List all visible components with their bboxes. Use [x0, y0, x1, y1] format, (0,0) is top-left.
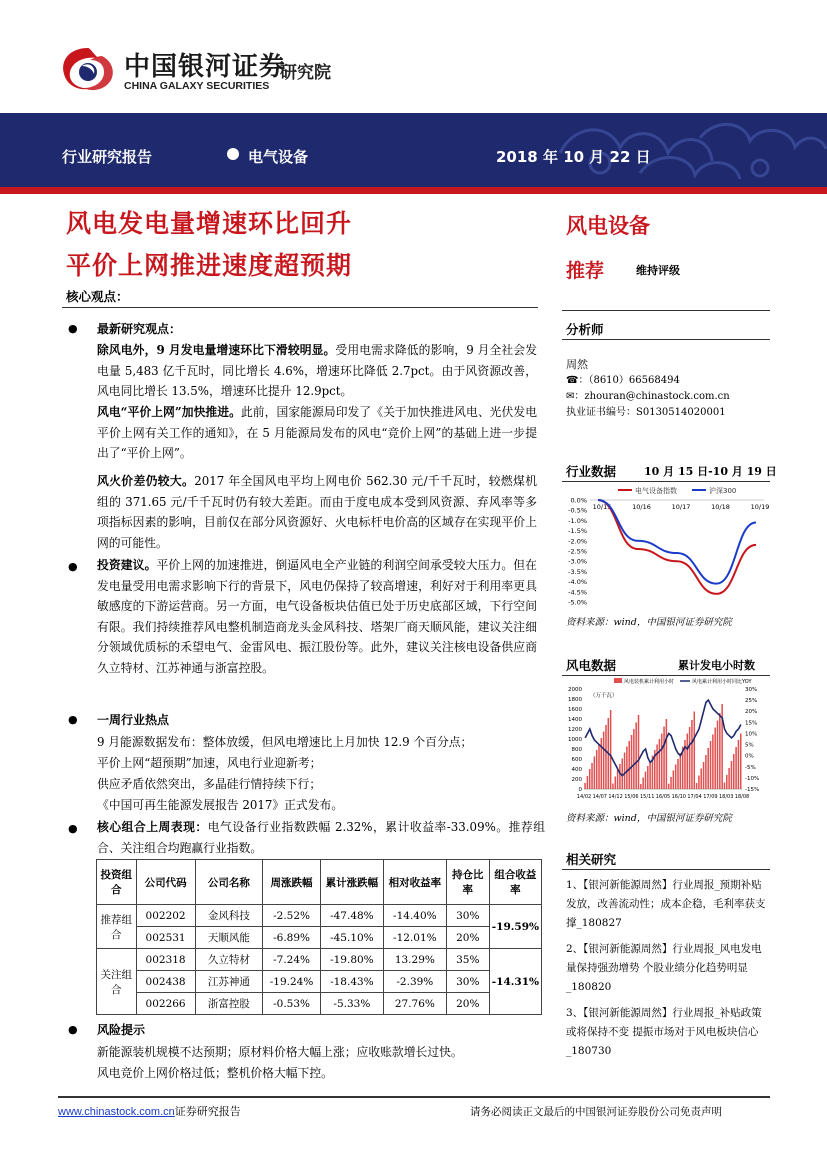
bar — [649, 761, 651, 789]
logo-chinese-name: 中国银河证券 — [124, 52, 287, 82]
bar — [615, 777, 617, 790]
legend-label: 沪深300 — [709, 487, 737, 495]
table-row — [97, 971, 542, 993]
divider — [562, 339, 770, 340]
table-header: 公司名称 — [195, 860, 263, 905]
table-cell: -12.01% — [383, 927, 446, 949]
x-tick-label: 16/10 — [671, 794, 687, 800]
bar — [717, 721, 719, 790]
bar — [691, 720, 693, 789]
table-cell: 浙富控股 — [195, 993, 263, 1015]
group-return: -14.31% — [489, 949, 541, 1015]
y-tick-label: 600 — [571, 757, 582, 763]
y-tick-label: 1000 — [568, 737, 582, 743]
bar — [724, 783, 726, 790]
analyst-header: 分析师 — [566, 322, 604, 337]
bar — [645, 772, 647, 790]
x-tick-label: 14/07 — [592, 794, 608, 800]
wind-data-label: 风电数据 — [566, 658, 617, 673]
footer-left-text: 证券研究报告 — [174, 1105, 241, 1118]
series-line — [598, 500, 756, 594]
report-type: 行业研究报告 — [62, 148, 153, 166]
bar — [605, 725, 607, 789]
table-cell: 20% — [446, 927, 489, 949]
legend-label: 风电装机累计利用小时 — [624, 679, 675, 685]
paragraph-portfolio — [97, 817, 545, 858]
bar — [689, 727, 691, 789]
bar — [698, 776, 700, 790]
table-header: 累计涨跌幅 — [320, 860, 383, 905]
x-tick-label: 10/18 — [711, 503, 730, 511]
y-tick-label: 1800 — [568, 697, 582, 703]
bar — [738, 740, 740, 789]
analyst-name: 周然 — [566, 358, 588, 371]
bar — [733, 754, 735, 789]
y2-tick-label: -15% — [745, 787, 760, 793]
related-item-text: 2、【银河新能源周然】行业周报_风电发电量保持强劲增势 个股业绩分化趋势明显_180820 — [566, 943, 762, 993]
paragraph-text: 2017 年全国风电平均上网电价 562.30 元/千千瓦时，较燃煤机组的 371.65 元/千千瓦时仍有较大差距。而由于度电成本受到风资源、弃风率等多项指标因素的影响，目前仅在部分风资源好、火电标杆电价高的区域存在实现平价上网的可能性。 — [97, 474, 537, 550]
bar — [642, 778, 644, 790]
bar — [603, 732, 605, 790]
portfolio-table — [96, 859, 542, 1015]
table-cell: -5.33% — [320, 993, 383, 1015]
bar — [624, 753, 626, 790]
bar — [628, 741, 630, 789]
table-cell: -0.53% — [263, 993, 321, 1015]
table-cell: -45.10% — [320, 927, 383, 949]
paragraph-investment — [97, 555, 537, 678]
paragraph-text: 平价上网的加速推进，倒逼风电全产业链的利润空间承受较大压力。但在发电量受用电需求影响下行的背景下，风电仍保持了较高增速，利好对于利用率更具敏感度的下游运营商。另一方面，电气设备板块估值已处于历史底部区域，下行空间有限。我们持续推荐风电整机制造商龙头金风科技、塔架厂商天顺风能，建议关注细分领域优质标的禾望电气、金雷风电、振江股份等。此外，建议关注核电设备供应商久立特材、江苏神通与浙富控股。 — [97, 558, 537, 675]
sector-name: 风电设备 — [566, 213, 650, 238]
y-tick-label: -3.5% — [568, 567, 587, 576]
bar — [638, 715, 640, 789]
table-cell: 30% — [446, 971, 489, 993]
bar — [619, 764, 621, 789]
paragraph-generation — [97, 340, 537, 402]
bar — [696, 783, 698, 789]
x-tick-label: 18/03 — [718, 794, 734, 800]
y2-tick-label: 25% — [745, 698, 758, 705]
bar — [680, 753, 682, 789]
y2-tick-label: -5% — [745, 764, 756, 771]
table-cell: -2.52% — [263, 905, 321, 927]
analyst-license: 执业证书编号：S0130514020001 — [566, 407, 726, 418]
index-line-chart — [564, 484, 770, 608]
related-item[interactable] — [566, 876, 772, 933]
footer-website-link[interactable]: www.chinastock.com.cn — [58, 1106, 175, 1118]
x-tick-label: 14/12 — [608, 794, 623, 800]
paragraph-lead: 风火价差仍较大。 — [97, 474, 195, 488]
paragraph-lead: 投资建议。 — [97, 558, 157, 572]
y-tick-label: 1400 — [568, 717, 582, 723]
bar — [656, 745, 658, 790]
table-cell: 35% — [446, 949, 489, 971]
table-cell: 002438 — [136, 971, 195, 993]
y2-tick-label: 20% — [745, 709, 758, 716]
x-tick-label: 18/08 — [734, 794, 750, 800]
bar — [635, 723, 637, 790]
table-cell: 30% — [446, 905, 489, 927]
paragraph-text: 此前，国家能源局印发了《关于加快推进风电、光伏发电平价上网有关工作的通知》，在 5 月能源局发布的风电“竞价上网”的基础上进一步提出了“平价上网”。 — [97, 405, 537, 460]
x-tick-label: 15/06 — [624, 794, 639, 800]
table-row — [97, 993, 542, 1015]
table-cell: 002266 — [136, 993, 195, 1015]
y-tick-label: 0 — [578, 787, 582, 793]
wind-hours-chart — [562, 677, 772, 803]
table-cell: 久立特材 — [195, 949, 263, 971]
industry-label: 电气设备 — [248, 148, 309, 166]
y-tick-label: 200 — [571, 777, 582, 783]
table-cell: -19.24% — [263, 971, 321, 993]
report-date: 2018 年 10 月 22 日 — [496, 148, 651, 166]
bar — [694, 712, 696, 790]
table-header: 周涨跌幅 — [263, 860, 321, 905]
bar — [668, 784, 670, 789]
title-line-2: 平价上网推进速度超预期 — [66, 251, 353, 280]
bar — [677, 759, 679, 789]
group-name: 推荐组合 — [97, 905, 137, 949]
hotspot-line: 平价上网“超预期”加速，风电行业迎新考； — [97, 756, 322, 770]
hotspot-line: 《中国可再生能源发展报告 2017》正式发布。 — [97, 798, 344, 812]
legend-label: 风电累计利用小时同比YOY — [692, 679, 752, 685]
divider — [562, 481, 770, 482]
bullet-icon: ● — [68, 560, 78, 573]
bar — [640, 784, 642, 789]
series-line — [598, 500, 756, 584]
table-row — [97, 927, 542, 949]
bar — [705, 755, 707, 789]
bullet-dot-icon — [227, 148, 239, 160]
bar — [659, 739, 661, 789]
y-tick-label: -2.5% — [568, 547, 587, 556]
x-tick-label: 14/02 — [576, 794, 592, 800]
y-unit-label: （万千瓦） — [590, 693, 618, 699]
company-logo — [58, 44, 118, 96]
y-tick-label: 1200 — [568, 727, 582, 733]
bar — [726, 775, 728, 789]
bullet-icon: ● — [68, 713, 78, 726]
table-cell: 002202 — [136, 905, 195, 927]
bar — [633, 729, 635, 789]
table-cell: -2.39% — [383, 971, 446, 993]
divider — [62, 307, 538, 308]
bar — [617, 770, 619, 789]
bar — [714, 728, 716, 790]
bar — [594, 757, 596, 790]
table-cell: -14.40% — [383, 905, 446, 927]
table-header-row — [97, 860, 542, 905]
bar — [735, 747, 737, 789]
y2-tick-label: 0% — [745, 753, 754, 760]
related-item-text: 3、【银河新能源周然】行业周报_补贴政策或将保持不变 提振市场对于风电板块信心_180730 — [566, 1007, 762, 1057]
industry-data-label: 行业数据 — [566, 464, 617, 479]
table-header: 投资组合 — [97, 860, 137, 905]
bullet-icon: ● — [68, 1023, 78, 1036]
bar — [612, 784, 614, 790]
table-cell: 江苏神通 — [195, 971, 263, 993]
y2-tick-label: 15% — [745, 720, 758, 727]
title-line-1: 风电发电量增速环比回升 — [66, 209, 353, 238]
bar — [584, 783, 586, 789]
bar — [700, 769, 702, 790]
paragraph-parity — [97, 402, 537, 464]
bar — [710, 741, 712, 789]
bar — [728, 768, 730, 789]
y-tick-label: -4.0% — [568, 578, 587, 587]
bar — [647, 766, 649, 789]
analyst-phone: ☎：（8610）66568494 — [566, 375, 680, 386]
table-cell: -19.80% — [320, 949, 383, 971]
bar — [666, 719, 668, 789]
bar — [591, 763, 593, 789]
bar — [740, 734, 742, 790]
x-tick-label: 15/11 — [639, 794, 655, 800]
table-header: 公司代码 — [136, 860, 195, 905]
group-name: 关注组合 — [97, 949, 137, 1015]
bar — [596, 750, 598, 789]
table-header: 组合收益率 — [489, 860, 541, 905]
table-cell: 13.29% — [383, 949, 446, 971]
bar — [626, 747, 628, 790]
y2-tick-label: -10% — [745, 775, 760, 782]
table-header: 持仓比率 — [446, 860, 489, 905]
paragraph-text: 电气设备行业指数跌幅 2.32%，累计收益率-33.09%。推荐组合、关注组合均跑赢行业指数。 — [97, 820, 545, 855]
bar — [712, 735, 714, 790]
table-cell: 27.76% — [383, 993, 446, 1015]
table-cell: -18.43% — [320, 971, 383, 993]
paragraph-price-gap — [97, 471, 537, 553]
related-item-text: 1、【银河新能源周然】行业周报_预期补贴发放，改善流动性；成本企稳，毛利率获支撑_180827 — [566, 879, 766, 929]
logo-institute: 研究院 — [280, 63, 331, 83]
related-item[interactable] — [566, 1004, 772, 1061]
analyst-email: ✉：zhouran@chinastock.com.cn — [566, 391, 730, 402]
bar — [703, 762, 705, 789]
table-cell: 002531 — [136, 927, 195, 949]
bullet-icon: ● — [68, 322, 78, 335]
y-tick-label: -1.5% — [568, 527, 587, 536]
footer-disclaimer: 请务必阅读正文最后的中国银河证券股份公司免责声明 — [470, 1106, 722, 1118]
bar — [610, 710, 612, 789]
bar — [673, 771, 675, 790]
chart1-source: 资料来源：wind，中国银河证券研究院 — [566, 617, 732, 628]
x-tick-label: 10/17 — [671, 503, 691, 511]
y-tick-label: -1.0% — [568, 516, 587, 525]
core-view-label: 核心观点： — [66, 289, 129, 304]
y-tick-label: 800 — [571, 747, 582, 753]
risk-line: 风电竞价上网价格过低；整机价格大幅下控。 — [97, 1066, 333, 1080]
table-cell: 天顺风能 — [195, 927, 263, 949]
logo-english-name: CHINA GALAXY SECURITIES — [124, 80, 270, 92]
bar — [631, 735, 633, 789]
paragraph-lead: 风电“平价上网”加快推进。 — [97, 405, 241, 419]
bullet-icon: ● — [68, 822, 78, 835]
table-row — [97, 949, 542, 971]
x-tick-label: 16/05 — [655, 794, 671, 800]
table-row — [97, 905, 542, 927]
bar — [687, 734, 689, 790]
x-tick-label: 10/16 — [632, 503, 651, 511]
industry-data-period: 10 月 15 日-10 月 19 日 — [644, 465, 777, 478]
chart2-source: 资料来源：wind，中国银河证券研究院 — [566, 813, 732, 824]
x-tick-label: 17/04 — [687, 794, 702, 800]
bar — [663, 727, 665, 790]
table-cell: 002318 — [136, 949, 195, 971]
paragraph-lead: 除风电外，9 月发电量增速环比下滑较明显。 — [97, 343, 336, 357]
bar — [707, 748, 709, 789]
footer-left — [58, 1103, 241, 1119]
bar — [589, 769, 591, 789]
y-tick-label: -3.0% — [568, 557, 587, 566]
bar — [719, 713, 721, 789]
y-tick-label: 2000 — [568, 687, 582, 693]
bar — [598, 744, 600, 789]
bar — [670, 777, 672, 789]
y2-tick-label: 5% — [745, 742, 754, 749]
bar — [621, 759, 623, 790]
y-tick-label: -2.0% — [568, 537, 587, 546]
legend-swatch — [614, 678, 622, 683]
table-cell: 20% — [446, 993, 489, 1015]
y2-tick-label: 10% — [745, 731, 758, 738]
table-cell: 金风科技 — [195, 905, 263, 927]
x-tick-label: 10/19 — [750, 503, 770, 511]
bar — [731, 761, 733, 789]
paragraph-lead: 核心组合上周表现： — [97, 820, 208, 834]
footer-divider — [58, 1096, 770, 1098]
x-tick-label: 17/09 — [703, 794, 718, 800]
group-return: -19.59% — [489, 905, 541, 949]
paragraph-text: 受用电需求降低的影响，9 月全社会发电量 5,483 亿千瓦时，同比增长 4.6%，增速环比降低 2.7pct。由于风资源改善，风电同比增长 13.5%，增速环比提升 12.9pct。 — [97, 343, 537, 398]
divider — [562, 310, 770, 311]
y-tick-label: -0.5% — [568, 506, 587, 515]
bar — [675, 765, 677, 790]
rating-note: 维持评级 — [636, 264, 680, 277]
y2-tick-label: 30% — [745, 687, 758, 693]
bar — [587, 776, 589, 789]
hotspot-line: 9 月能源数据发布：整体放缓，但风电增速比上月加快 12.9 个百分点； — [97, 735, 473, 749]
y-tick-label: 0.0% — [570, 496, 587, 505]
banner-red-stripe — [0, 187, 827, 194]
risk-line: 新能源装机规模不达预期；原材料价格大幅上涨；应收账款增长过快。 — [97, 1045, 463, 1059]
wind-data-right-label: 累计发电小时数 — [678, 659, 755, 672]
section-risk-heading: 风险提示 — [97, 1023, 146, 1037]
x-tick-label: 10/15 — [592, 503, 612, 511]
y-tick-label: 1600 — [568, 707, 582, 713]
table-header: 相对收益率 — [383, 860, 446, 905]
galaxy-logo-icon — [58, 44, 118, 96]
related-header: 相关研究 — [566, 852, 617, 867]
table-cell: -6.89% — [263, 927, 321, 949]
table-cell: -47.48% — [320, 905, 383, 927]
related-item[interactable] — [566, 940, 772, 997]
section-hotspots-heading: 一周行业热点 — [97, 713, 170, 727]
bar — [661, 734, 663, 790]
rating: 推荐 — [566, 260, 605, 282]
section-latest-view-heading: 最新研究观点： — [97, 322, 182, 336]
y-tick-label: -4.5% — [568, 588, 587, 597]
divider — [562, 869, 770, 870]
hotspot-line: 供应矛盾依然突出，多晶硅行情持续下行； — [97, 777, 322, 791]
table-cell: -7.24% — [263, 949, 321, 971]
y-tick-label: -5.0% — [568, 598, 587, 607]
legend-label: 电气设备指数 — [635, 487, 677, 495]
divider — [562, 675, 770, 676]
y-tick-label: 400 — [571, 767, 582, 773]
